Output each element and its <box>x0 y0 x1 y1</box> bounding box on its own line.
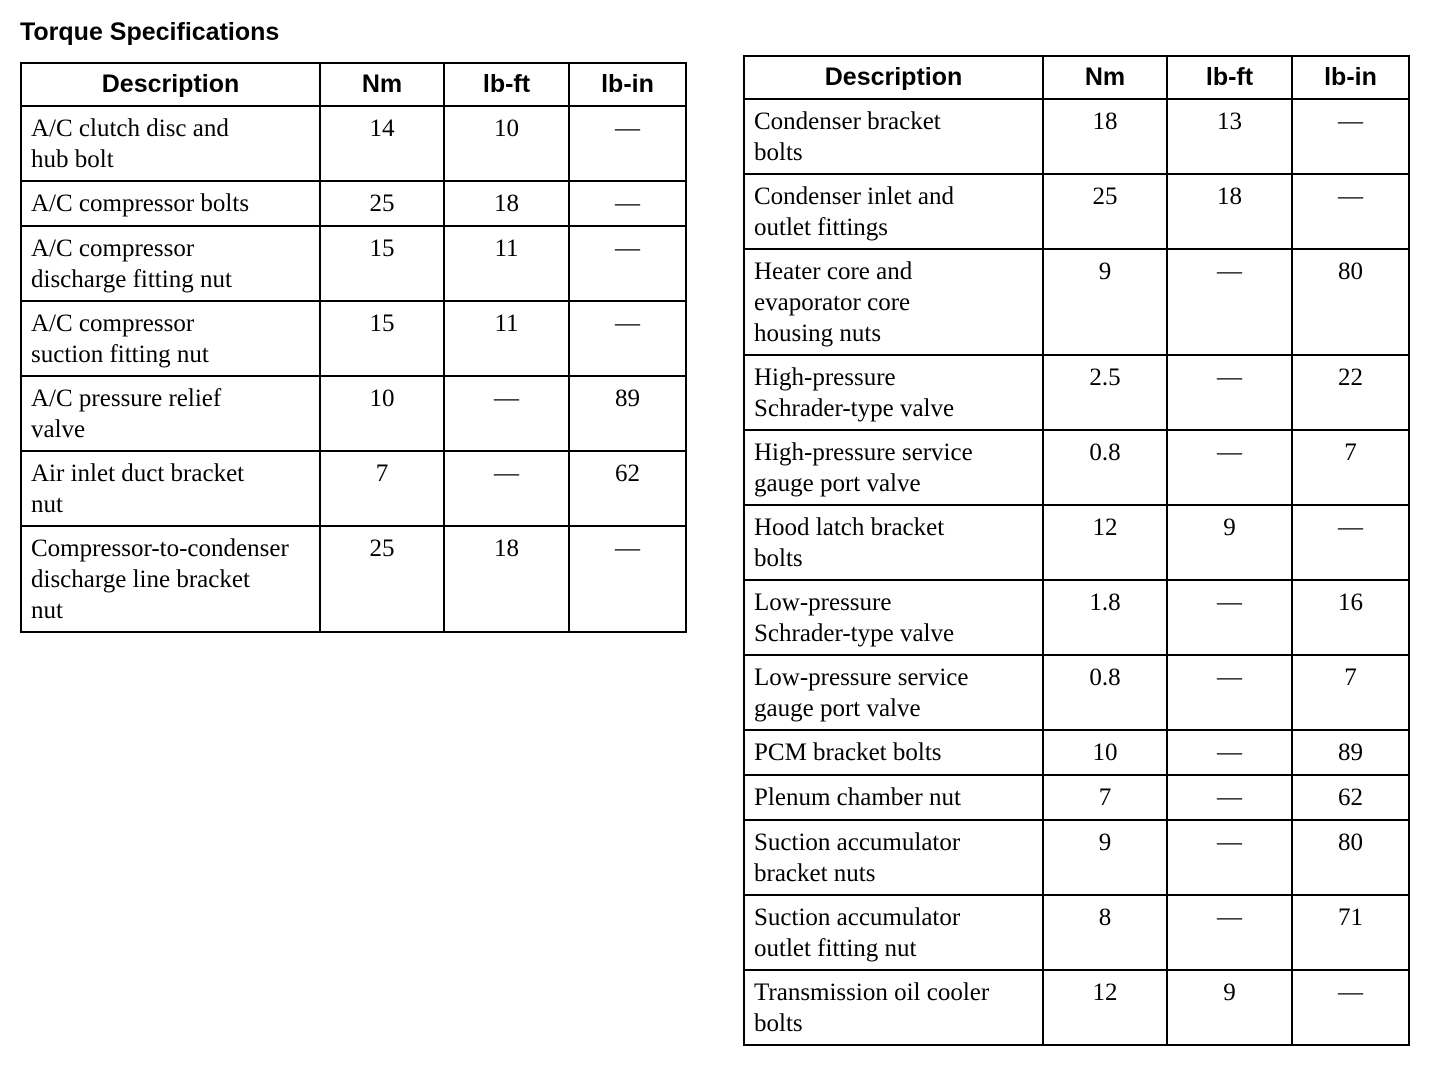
lb-ft-cell: 18 <box>444 181 569 226</box>
description-cell: Condenser inlet and outlet fittings <box>744 174 1043 249</box>
lb-ft-cell: — <box>1167 775 1292 820</box>
nm-cell: 18 <box>1043 99 1167 174</box>
table-row <box>744 730 1409 775</box>
table-row <box>744 505 1409 580</box>
lb-in-cell: — <box>1292 970 1409 1045</box>
description-cell: Low-pressure service gauge port valve <box>744 655 1043 730</box>
description-cell: A/C clutch disc and hub bolt <box>21 106 320 181</box>
table-row <box>21 526 686 632</box>
lb-ft-cell: 9 <box>1167 970 1292 1045</box>
lb-in-cell: 71 <box>1292 895 1409 970</box>
nm-cell: 15 <box>320 226 444 301</box>
lb-in-cell: — <box>569 526 686 632</box>
torque-table-left <box>20 62 687 633</box>
table-row <box>744 655 1409 730</box>
description-cell: Low-pressure Schrader-type valve <box>744 580 1043 655</box>
lb-ft-cell: — <box>1167 730 1292 775</box>
table-header-row <box>21 63 686 106</box>
description-cell: Hood latch bracket bolts <box>744 505 1043 580</box>
header-nm: Nm <box>320 63 444 106</box>
lb-in-cell: — <box>569 181 686 226</box>
lb-in-cell: 89 <box>569 376 686 451</box>
table-row <box>744 249 1409 355</box>
page-title: Torque Specifications <box>20 18 280 46</box>
header-nm: Nm <box>1043 56 1167 99</box>
lb-in-cell: 22 <box>1292 355 1409 430</box>
description-cell: Compressor-to-condenser discharge line bracket nut <box>21 526 320 632</box>
description-cell: Condenser bracket bolts <box>744 99 1043 174</box>
lb-ft-cell: 13 <box>1167 99 1292 174</box>
description-cell: High-pressure service gauge port valve <box>744 430 1043 505</box>
header-lb-in: lb-in <box>569 63 686 106</box>
description-cell: Air inlet duct bracket nut <box>21 451 320 526</box>
lb-ft-cell: — <box>1167 580 1292 655</box>
table-row <box>21 376 686 451</box>
lb-in-cell: 7 <box>1292 655 1409 730</box>
lb-ft-cell: — <box>444 376 569 451</box>
lb-in-cell: 62 <box>1292 775 1409 820</box>
description-cell: A/C compressor bolts <box>21 181 320 226</box>
lb-ft-cell: — <box>1167 655 1292 730</box>
table-row <box>744 430 1409 505</box>
lb-ft-cell: 11 <box>444 226 569 301</box>
description-cell: High-pressure Schrader-type valve <box>744 355 1043 430</box>
header-description: Description <box>744 56 1043 99</box>
table-row <box>744 970 1409 1045</box>
description-cell: Suction accumulator bracket nuts <box>744 820 1043 895</box>
lb-in-cell: 80 <box>1292 820 1409 895</box>
table-row <box>21 226 686 301</box>
header-lb-ft: lb-ft <box>1167 56 1292 99</box>
lb-in-cell: — <box>1292 99 1409 174</box>
header-description: Description <box>21 63 320 106</box>
nm-cell: 7 <box>320 451 444 526</box>
description-cell: A/C compressor discharge fitting nut <box>21 226 320 301</box>
lb-ft-cell: — <box>1167 820 1292 895</box>
nm-cell: 12 <box>1043 505 1167 580</box>
nm-cell: 12 <box>1043 970 1167 1045</box>
nm-cell: 25 <box>320 181 444 226</box>
table-header-row <box>744 56 1409 99</box>
table-row <box>21 301 686 376</box>
table-row <box>744 820 1409 895</box>
lb-in-cell: 62 <box>569 451 686 526</box>
table-row <box>744 775 1409 820</box>
nm-cell: 14 <box>320 106 444 181</box>
lb-ft-cell: — <box>444 451 569 526</box>
lb-in-cell: — <box>569 106 686 181</box>
lb-in-cell: — <box>1292 174 1409 249</box>
nm-cell: 25 <box>320 526 444 632</box>
nm-cell: 1.8 <box>1043 580 1167 655</box>
nm-cell: 9 <box>1043 249 1167 355</box>
lb-in-cell: 80 <box>1292 249 1409 355</box>
table-row <box>744 895 1409 970</box>
description-cell: Suction accumulator outlet fitting nut <box>744 895 1043 970</box>
lb-ft-cell: 9 <box>1167 505 1292 580</box>
lb-ft-cell: — <box>1167 355 1292 430</box>
lb-ft-cell: 10 <box>444 106 569 181</box>
table-row <box>21 106 686 181</box>
nm-cell: 15 <box>320 301 444 376</box>
header-lb-ft: lb-ft <box>444 63 569 106</box>
lb-ft-cell: 18 <box>444 526 569 632</box>
lb-ft-cell: — <box>1167 249 1292 355</box>
table-row <box>744 174 1409 249</box>
table-row <box>744 355 1409 430</box>
lb-in-cell: 7 <box>1292 430 1409 505</box>
nm-cell: 25 <box>1043 174 1167 249</box>
table-row <box>744 580 1409 655</box>
description-cell: Heater core and evaporator core housing nuts <box>744 249 1043 355</box>
table-row <box>21 451 686 526</box>
nm-cell: 0.8 <box>1043 655 1167 730</box>
nm-cell: 10 <box>320 376 444 451</box>
lb-in-cell: — <box>569 301 686 376</box>
lb-ft-cell: — <box>1167 430 1292 505</box>
nm-cell: 10 <box>1043 730 1167 775</box>
nm-cell: 9 <box>1043 820 1167 895</box>
table-row <box>21 181 686 226</box>
description-cell: Transmission oil cooler bolts <box>744 970 1043 1045</box>
torque-table-right <box>743 55 1410 1046</box>
lb-in-cell: — <box>1292 505 1409 580</box>
description-cell: Plenum chamber nut <box>744 775 1043 820</box>
nm-cell: 8 <box>1043 895 1167 970</box>
nm-cell: 2.5 <box>1043 355 1167 430</box>
lb-ft-cell: 18 <box>1167 174 1292 249</box>
lb-ft-cell: 11 <box>444 301 569 376</box>
nm-cell: 0.8 <box>1043 430 1167 505</box>
lb-in-cell: — <box>569 226 686 301</box>
lb-ft-cell: — <box>1167 895 1292 970</box>
description-cell: A/C compressor suction fitting nut <box>21 301 320 376</box>
table-row <box>744 99 1409 174</box>
lb-in-cell: 89 <box>1292 730 1409 775</box>
description-cell: PCM bracket bolts <box>744 730 1043 775</box>
description-cell: A/C pressure relief valve <box>21 376 320 451</box>
header-lb-in: lb-in <box>1292 56 1409 99</box>
nm-cell: 7 <box>1043 775 1167 820</box>
lb-in-cell: 16 <box>1292 580 1409 655</box>
